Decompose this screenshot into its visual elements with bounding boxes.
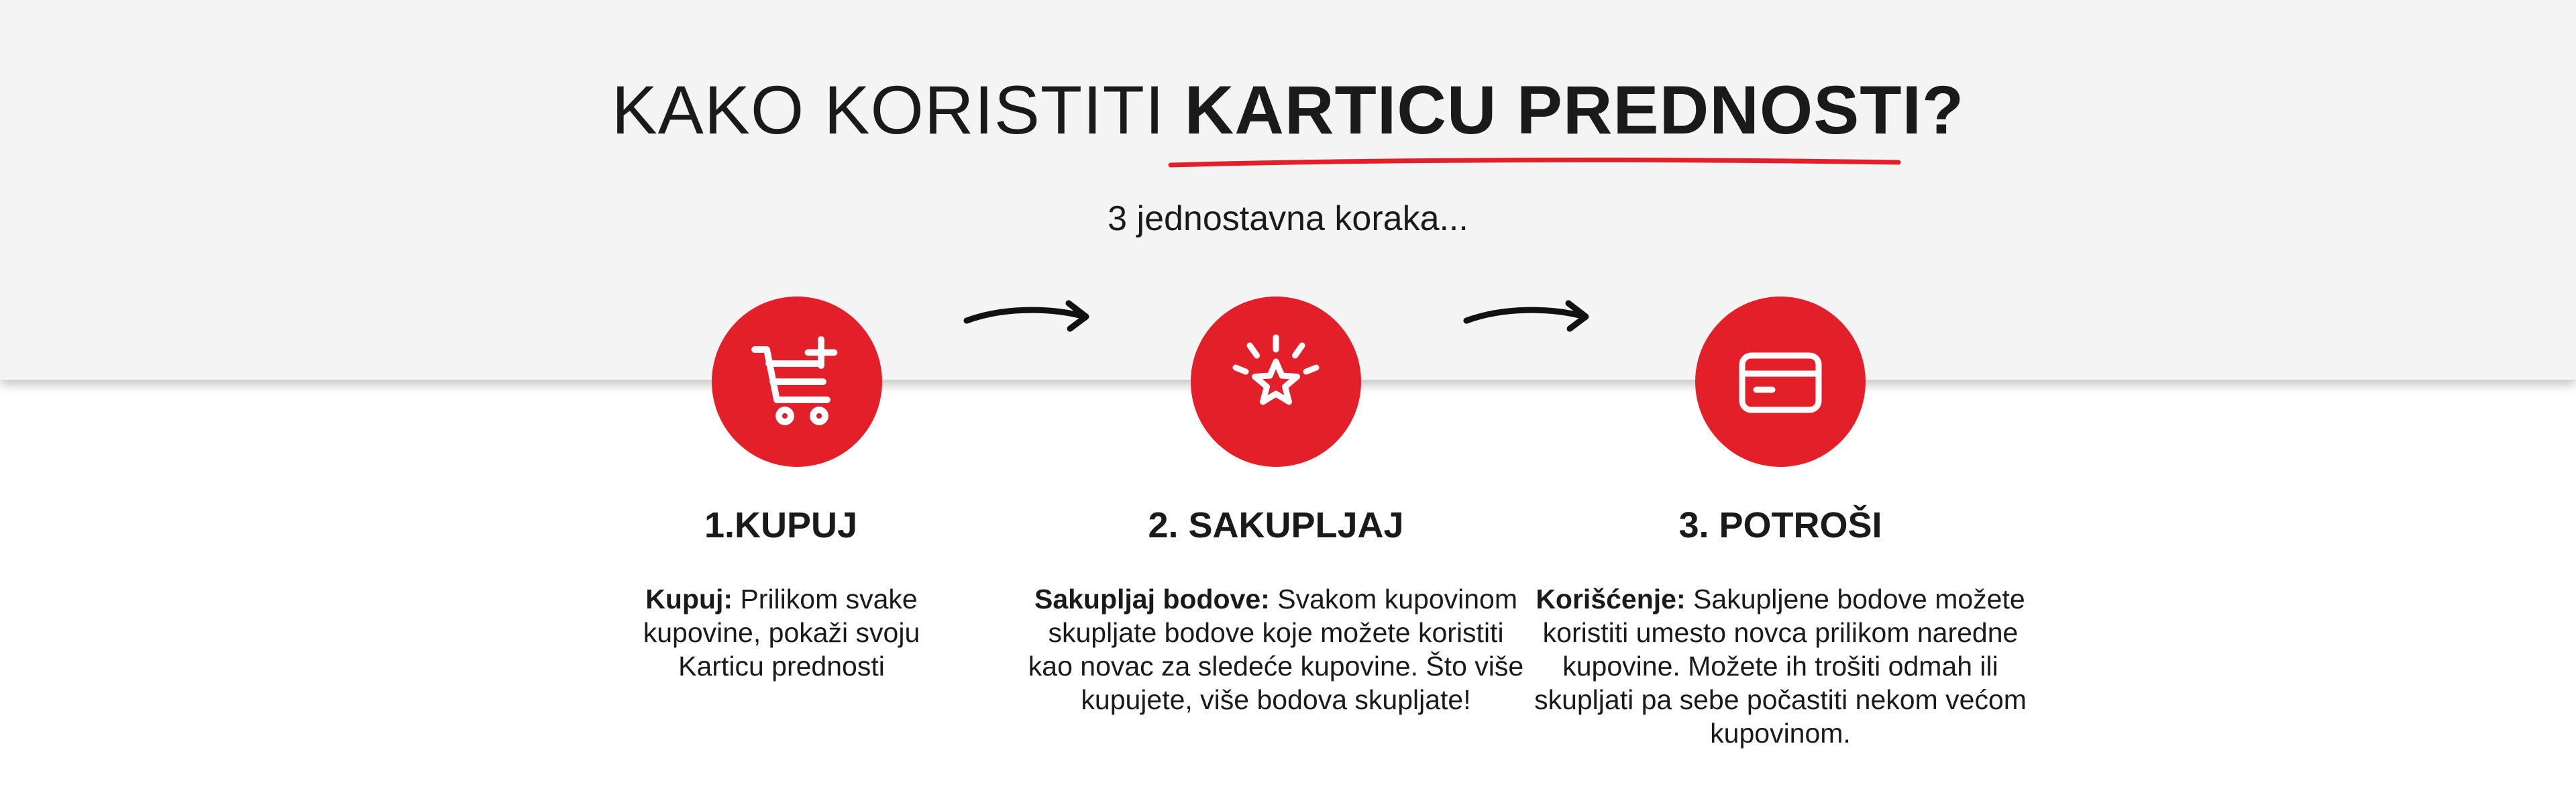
step-2-desc-bold: Sakupljaj bodove: [1034, 584, 1270, 614]
step-2-desc-text: Svakom kupovinom skupljate bodove koje možete koristiti kao novac za sledeće kupovine. Što više kupujete, više bodova skupljate! [1028, 584, 1524, 715]
step-2-description [1021, 582, 1531, 716]
credit-card-icon [1730, 331, 1831, 432]
step-1-title: 1.KUPUJ [704, 505, 858, 545]
star-burst-icon [1226, 331, 1326, 432]
step-3-title: 3. POTROŠI [1678, 505, 1882, 545]
title-bold: KARTICU PREDNOSTI? [1184, 72, 1965, 148]
step-1-description [527, 582, 1036, 683]
arrow-right-icon [1462, 295, 1597, 342]
step-1-circle [712, 297, 882, 467]
step-1-desc-text: Prilikom svake kupovine, pokaži svoju Karticu prednosti [643, 584, 920, 682]
step-3-circle [1695, 297, 1866, 467]
step-2-circle [1191, 297, 1361, 467]
arrow-right-icon [963, 295, 1097, 342]
step-2-title: 2. SAKUPLJAJ [1148, 505, 1404, 545]
step-3-desc-bold: Korišćenje: [1536, 584, 1686, 614]
step-1-desc-bold: Kupuj: [645, 584, 733, 614]
step-3-description [1525, 582, 2035, 750]
title-light: KAKO KORISTITI [611, 72, 1165, 148]
cart-plus-icon [747, 331, 847, 432]
subtitle: 3 jednostavna koraka... [1108, 199, 1468, 238]
title-underline [1167, 153, 1905, 173]
step-3-desc-text: Sakupljene bodove možete koristiti umesto novca prilikom naredne kupovine. Možete ih trošiti odmah ili skupljati pa sebe počastiti nekom većom kupovinom. [1534, 584, 2027, 749]
page-title [0, 69, 2576, 151]
